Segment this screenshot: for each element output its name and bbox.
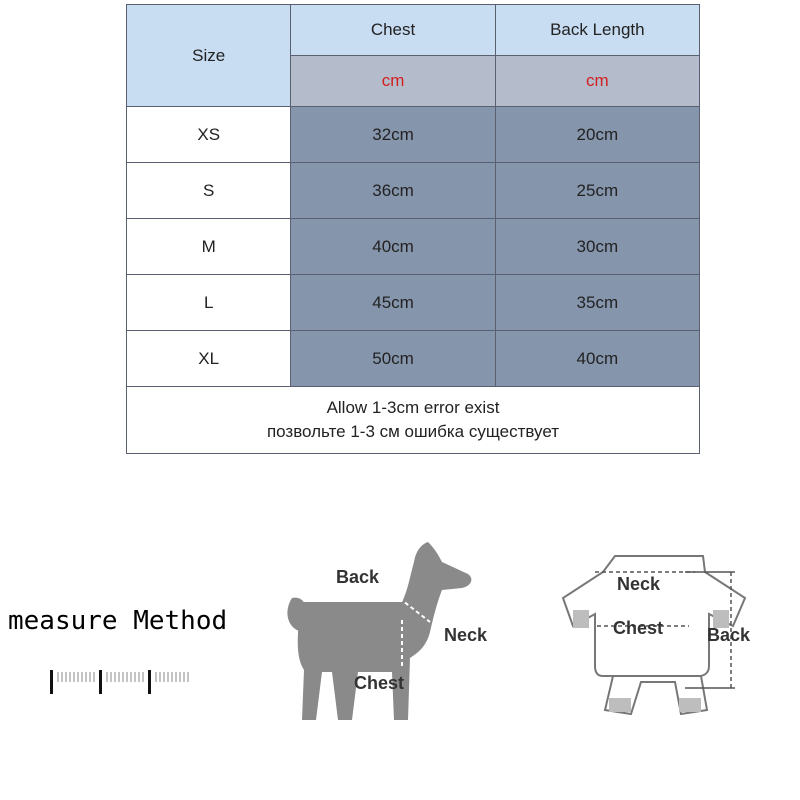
size-cell: S xyxy=(127,163,291,219)
note-english: Allow 1-3cm error exist xyxy=(326,398,500,417)
dog-label-back: Back xyxy=(336,567,380,587)
back-cell: 35cm xyxy=(495,275,699,331)
unit-back-length: cm xyxy=(495,56,699,107)
table-row xyxy=(127,275,700,331)
chest-cell: 50cm xyxy=(291,331,495,387)
table-row xyxy=(127,331,700,387)
back-cell: 25cm xyxy=(495,163,699,219)
dog-label-chest: Chest xyxy=(354,673,405,693)
header-back-length: Back Length xyxy=(495,5,699,56)
back-cell: 30cm xyxy=(495,219,699,275)
shirt-label-back: Back xyxy=(707,625,751,645)
size-cell: XS xyxy=(127,107,291,163)
ruler-icon xyxy=(50,666,200,696)
shirt-label-neck: Neck xyxy=(617,574,661,594)
size-cell: L xyxy=(127,275,291,331)
size-cell: XL xyxy=(127,331,291,387)
chest-cell: 45cm xyxy=(291,275,495,331)
back-cell: 40cm xyxy=(495,331,699,387)
chest-cell: 40cm xyxy=(291,219,495,275)
dog-label-neck: Neck xyxy=(444,625,488,645)
measure-method-title: measure Method xyxy=(8,606,228,636)
shirt-label-chest: Chest xyxy=(613,618,664,638)
table-row xyxy=(127,219,700,275)
back-cell: 20cm xyxy=(495,107,699,163)
chest-cell: 36cm xyxy=(291,163,495,219)
unit-chest: cm xyxy=(291,56,495,107)
table-row xyxy=(127,163,700,219)
dog-silhouette-icon xyxy=(282,540,512,725)
size-table xyxy=(126,4,700,454)
size-cell: M xyxy=(127,219,291,275)
header-chest: Chest xyxy=(291,5,495,56)
table-row xyxy=(127,107,700,163)
tolerance-note xyxy=(127,387,700,454)
chest-cell: 32cm xyxy=(291,107,495,163)
shirt-outline-icon xyxy=(555,548,770,728)
note-row xyxy=(127,387,700,454)
header-size: Size xyxy=(127,5,291,107)
table-header-row xyxy=(127,5,700,56)
note-russian: позвольте 1-3 см ошибка существует xyxy=(266,422,560,441)
